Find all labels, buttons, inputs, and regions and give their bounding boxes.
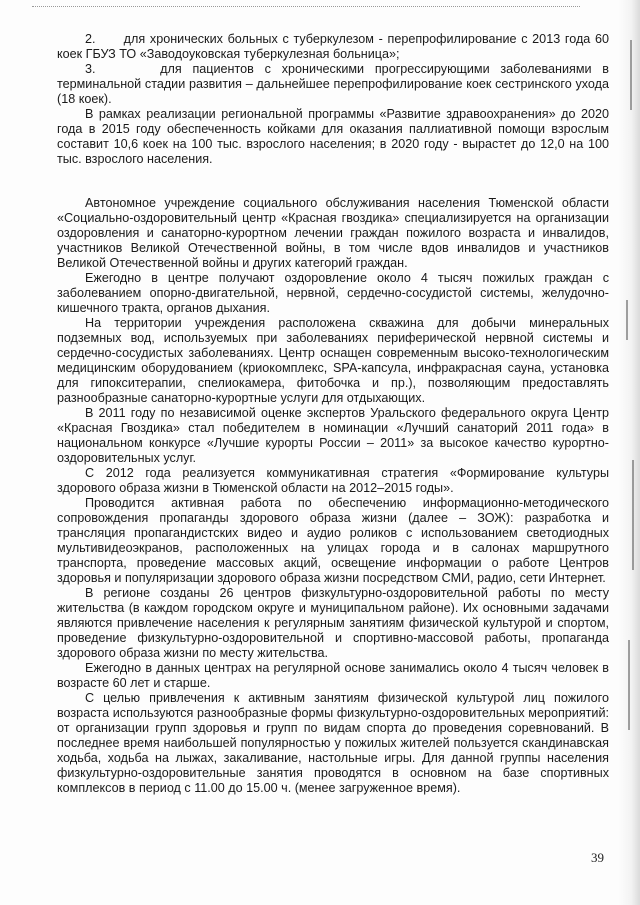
paragraph: С 2012 года реализуется коммуникативная стратегия «Формирование культуры здорового образа жизни в Тюменской области на 2012–2015 годы». [57,466,609,495]
paragraph: В рамках реализации региональной программы «Развитие здравоохранения» до 2020 года в 2015 году обеспеченность койками для оказания паллиативной помощи взрослым составит 10,6 коек на 100 тыс. взрослого населения; в 2020 году - вырастет до 12,0 на 100 тыс. взрослого населения. [57,107,609,166]
scan-artifact [626,300,628,340]
page-number: 39 [591,850,604,865]
paragraph: С целью привлечения к активным занятиям физической культурой лиц пожилого возраста используются разнообразные формы физкультурно-оздоровительных мероприятий: от организации групп здоровья и групп по видам спорта до проведения соревнований. В последнее время наибольшей популярностью у пожилых жителей пользуется скандинавская ходьба, ходьба на лыжах, закаливание, настольные игры. Для данной группы населения физкультурно-оздоровительные занятия проводятся в основном на базе спортивных комплексов в период с 11.00 до 15.00 ч. (менее загруженное время). [57,691,609,795]
paragraph: Автономное учреждение социального обслуживания населения Тюменской области «Социально-оздоровительный центр «Красная гвоздика» специализируется на организации оздоровления и санаторно-курортном лечении граждан пожилого возраста и инвалидов, участников Великой Отечественной войны, в том числе вдов инвалидов и участников Великой Отечественной войны и других категорий граждан. [57,196,609,270]
paragraph: 3. для пациентов с хроническими прогрессирующими заболеваниями в терминальной стадии развития – дальнейшее перепрофилирование коек сестринского ухода (18 коек). [57,62,609,106]
paragraph: Ежегодно в данных центрах на регулярной основе занимались около 4 тысяч человек в возрасте 60 лет и старше. [57,661,609,690]
section-gap [57,167,609,196]
scan-top-border [32,6,580,7]
scan-right-edge [618,0,640,905]
paragraph: В 2011 году по независимой оценке экспертов Уральского федерального округа Центр «Красная Гвоздика» стал победителем в номинации «Лучший санаторий 2011 года» в национальном конкурсе «Лучшие курорты России – 2011» за высокое качество курортно-оздоровительных услуг. [57,406,609,465]
paragraph: 2. для хронических больных с туберкулезом - перепрофилирование с 2013 года 60 коек ГБУЗ ТО «Заводоуковская туберкулезная больница»; [57,32,609,61]
document-body [57,32,609,796]
paragraph: На территории учреждения расположена скважина для добычи минеральных подземных вод, используемых при заболеваниях периферической нервной системы и сердечно-сосудистых заболеваниях. Центр оснащен современным высоко-технологическим медицинским оборудованием (криокомплекс, SPA-капсула, инфракрасная сауна, установка для гипокситерапии, спелиокамера, фитобочка и пр.), позволяющим предоставлять разнообразные санаторно-курортные услуги для отдыхающих. [57,316,609,405]
scan-artifact [628,640,630,730]
paragraph: В регионе созданы 26 центров физкультурно-оздоровительной работы по месту жительства (в каждом городском округе и муниципальном районе). Их основными задачами являются привлечение населения к регулярным занятиям физической культурой и спортом, проведение физкультурно-оздоровительной и спортивно-массовой работы, пропаганда здорового образа жизни по месту жительства. [57,586,609,660]
paragraph: Ежегодно в центре получают оздоровление около 4 тысяч пожилых граждан с заболеванием опорно-двигательной, нервной, сердечно-сосудистой системы, желудочно-кишечного тракта, органов дыхания. [57,271,609,315]
paragraph: Проводится активная работа по обеспечению информационно-методического сопровождения пропаганды здорового образа жизни (далее – ЗОЖ): разработка и трансляция пропагандистских видео и аудио роликов с использованием светодиодных мультивидеоэкранов, расположенных на улицах города и в салонах маршрутного транспорта, проведение массовых акций, освещение информации о работе Центров здоровья и популяризации здорового образа жизни посредством СМИ, радио, сети Интернет. [57,496,609,585]
scan-artifact [632,460,634,570]
scan-artifact [630,40,632,110]
